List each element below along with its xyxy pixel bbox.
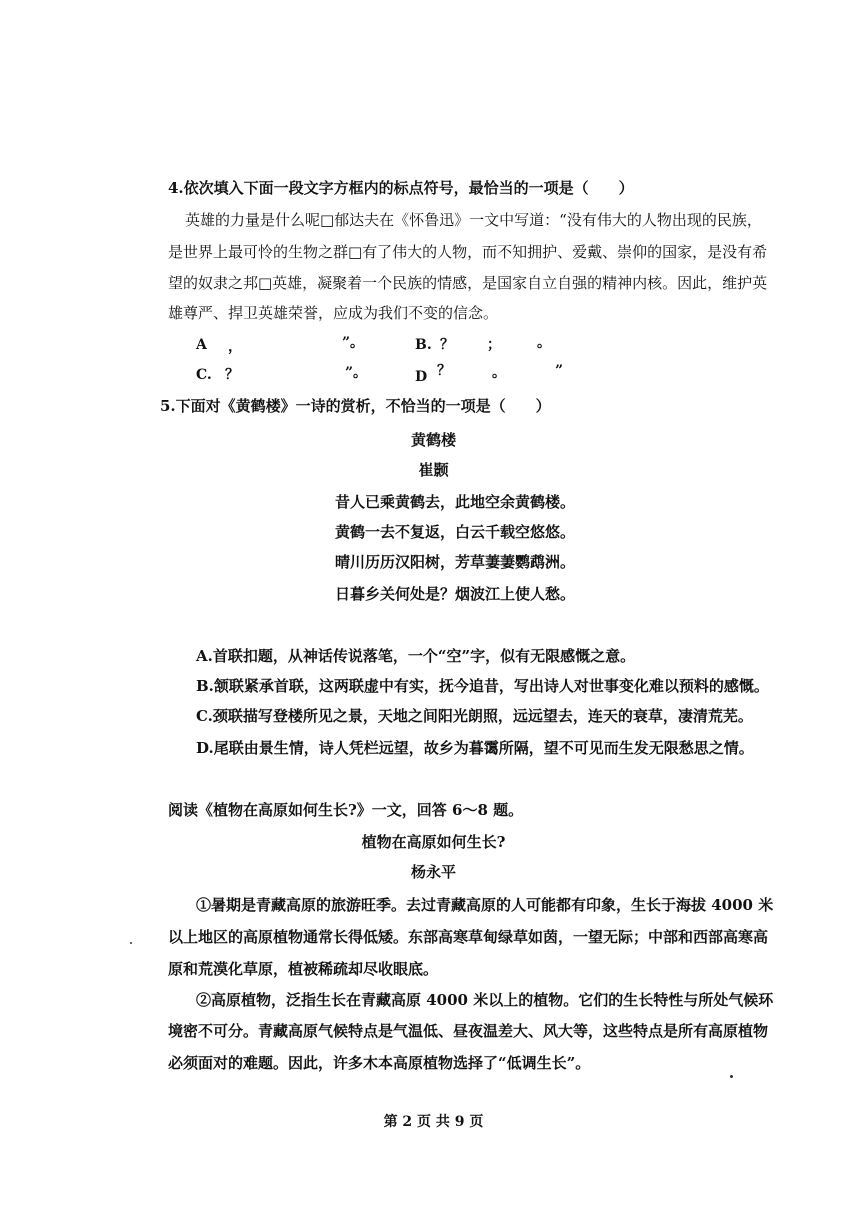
q5-choice-d[interactable]: D.尾联由景生情，诗人凭栏远望，故乡为暮霭所隔，望不可见而生发无限愁思之情。 [196,739,754,757]
paragraph-line: 以上地区的高原植物通常长得低矮。东部高寒草甸绿草如茵，一望无际；中部和西部高寒高 [168,928,769,946]
poem-line: 昔人已乘黄鹤去，此地空余黄鹤楼。 [335,493,576,511]
poem-title: 黄鹤楼 [410,431,456,449]
option-mark: ； [487,337,501,353]
q5-choice-a[interactable]: A.首联扣题，从神话传说落笔，一个“空”字，似有无限感慨之意。 [196,647,636,665]
paragraph-line: ②高原植物，泛指生长在青藏高原 4000 米以上的植物。它们的生长特性与所处气候环 [196,991,774,1009]
option-letter: B. [415,337,432,353]
option-mark: ？ [225,367,239,383]
reading-author: 杨永平 [410,863,456,881]
option-mark: ”。 [342,335,365,351]
paragraph-line: 原和荒漠化草原，植被稀疏却尽收眼底。 [168,960,439,978]
poem-line: 日暮乡关何处是？烟波江上使人愁。 [335,585,576,603]
q4-passage-line: 望的奴隶之邦□英雄，凝聚着一个民族的情感，是国家自立自强的精神内核。因此，维护英 [168,274,768,292]
option-letter: D [415,369,428,385]
q5-stem: 5.下面对《黄鹤楼》一诗的赏析，不恰当的一项是（ ） [160,397,551,415]
paragraph-line: ①暑期是青藏高原的旅游旺季。去过青藏高原的人可能都有印象，生长于海拔 4000 米 [196,896,774,914]
paragraph-line: 境密不可分。青藏高原气候特点是气温低、昼夜温差大、风大等，这些特点是所有高原植物 [168,1022,769,1040]
option-mark: ” [555,363,564,379]
scan-speck [730,1075,733,1078]
scan-speck [130,942,132,944]
poem-line: 黄鹤一去不复返，白云千载空悠悠。 [335,523,576,541]
option-mark: ， [228,339,242,355]
q4-stem: 4.依次填入下面一段文字方框内的标点符号，最恰当的一项是（ ） [168,179,634,197]
poem-line: 晴川历历汉阳树，芳草萋萋鹦鹉洲。 [335,553,576,571]
q4-passage-line: 雄尊严、捍卫英雄荣誉，应成为我们不变的信念。 [168,304,499,322]
paragraph-line: 必须面对的难题。因此，许多木本高原植物选择了“低调生长”。 [168,1054,591,1072]
option-mark: ？ [440,337,454,353]
q5-choice-b[interactable]: B.颔联紧承首联，这两联虚中有实，抚今追昔，写出诗人对世事变化难以预料的感慨。 [196,677,769,695]
q5-choice-c[interactable]: C.颈联描写登楼所见之景，天地之间阳光朗照，远远望去，连天的衰草，凄清荒芜。 [196,707,753,725]
page-footer: 第 2 页 共 9 页 [383,1114,484,1130]
option-mark: ？ [437,363,451,379]
poem-author: 崔颢 [418,461,449,479]
option-mark: 。 [492,365,506,381]
q4-passage-line: 是世界上最可怜的生物之群□有了伟大的人物，而不知拥护、爱戴、崇仰的国家，是没有希 [168,243,768,261]
option-letter: A [196,337,207,353]
option-letter: C. [196,367,212,383]
option-mark: ”。 [345,365,368,381]
option-mark: 。 [537,335,551,351]
q4-passage-line: 英雄的力量是什么呢□郁达夫在《怀鲁迅》一文中写道：“没有伟大的人物出现的民族， [185,211,762,229]
reading-intro: 阅读《植物在高原如何生长?》一文，回答 6～8 题。 [168,801,524,819]
reading-title: 植物在高原如何生长? [361,833,506,851]
